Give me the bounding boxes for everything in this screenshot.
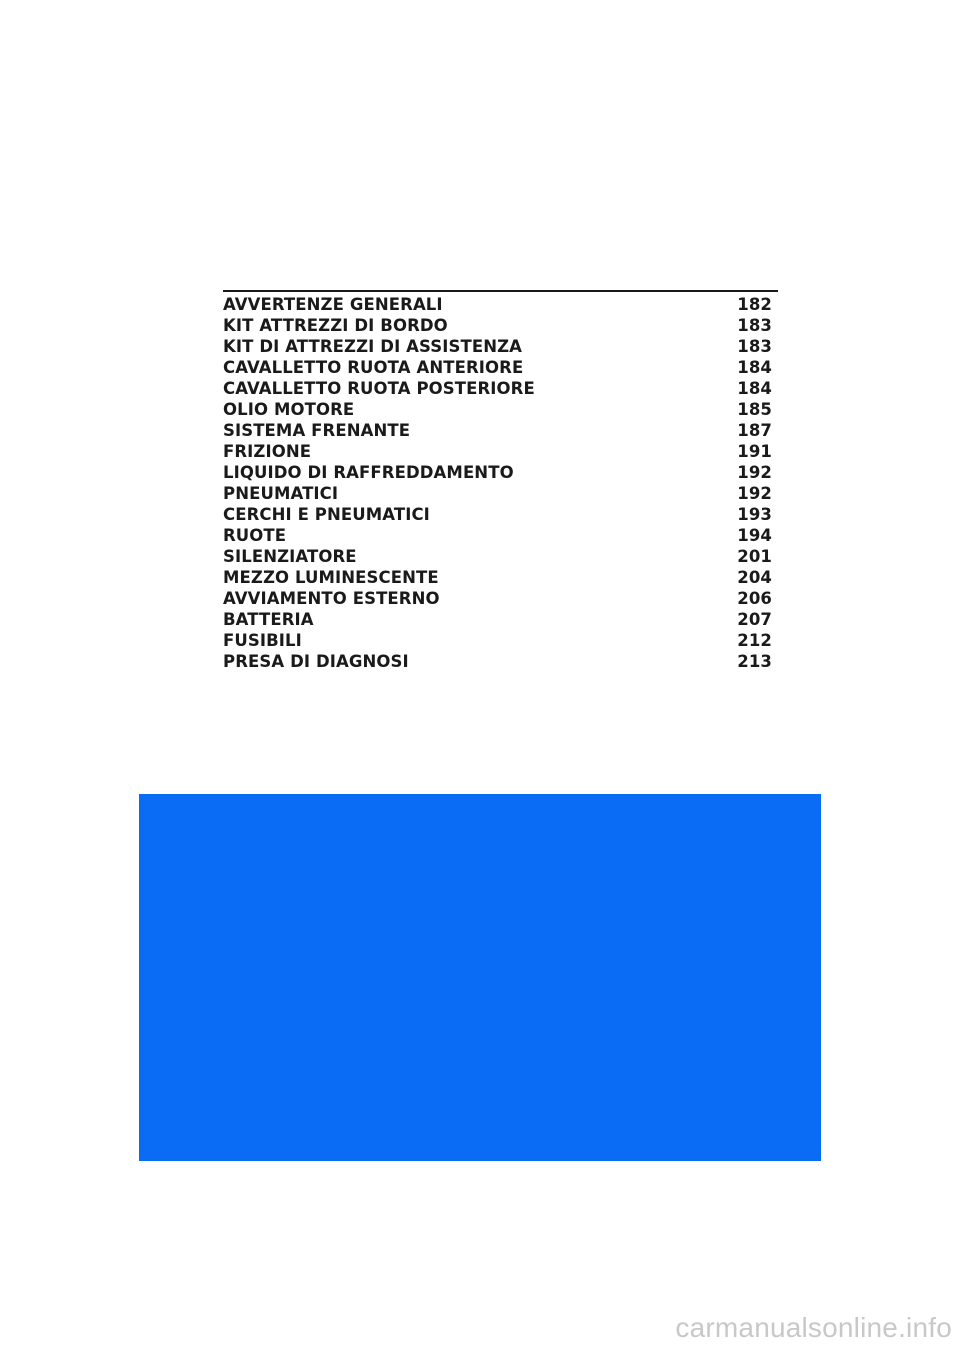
table-of-contents: [223, 290, 778, 672]
toc-entry[interactable]: [223, 378, 778, 399]
toc-entry-page: 184: [737, 379, 772, 398]
toc-entry-page: 207: [737, 610, 772, 629]
toc-entry[interactable]: [223, 483, 778, 504]
toc-entry-title: PRESA DI DIAGNOSI: [223, 652, 409, 671]
toc-entry[interactable]: [223, 336, 778, 357]
toc-entry[interactable]: [223, 567, 778, 588]
toc-entry-title: AVVERTENZE GENERALI: [223, 295, 443, 314]
toc-entry[interactable]: [223, 504, 778, 525]
toc-entry-page: 192: [737, 463, 772, 482]
toc-entry[interactable]: [223, 420, 778, 441]
toc-entry-page: 201: [737, 547, 772, 566]
toc-entry-title: RUOTE: [223, 526, 287, 545]
toc-entry[interactable]: [223, 315, 778, 336]
toc-entry-page: 192: [737, 484, 772, 503]
toc-entry-page: 193: [737, 505, 772, 524]
toc-entry-page: 185: [737, 400, 772, 419]
toc-entry-page: 213: [737, 652, 772, 671]
toc-entry-page: 204: [737, 568, 772, 587]
toc-entry-title: OLIO MOTORE: [223, 400, 355, 419]
blue-color-block: [139, 794, 821, 1161]
toc-entry-title: KIT DI ATTREZZI DI ASSISTENZA: [223, 337, 523, 356]
toc-entry-page: 212: [737, 631, 772, 650]
toc-entry-title: BATTERIA: [223, 610, 314, 629]
toc-entry-page: 191: [737, 442, 772, 461]
toc-entry-page: 206: [737, 589, 772, 608]
toc-entry-title: CAVALLETTO RUOTA POSTERIORE: [223, 379, 535, 398]
toc-entry[interactable]: [223, 630, 778, 651]
toc-entry-page: 183: [737, 316, 772, 335]
toc-entry-page: 194: [737, 526, 772, 545]
toc-entry-page: 187: [737, 421, 772, 440]
toc-entry-title: SISTEMA FRENANTE: [223, 421, 411, 440]
toc-entry-title: FUSIBILI: [223, 631, 302, 650]
toc-entry-title: AVVIAMENTO ESTERNO: [223, 589, 440, 608]
toc-entry-page: 182: [737, 295, 772, 314]
toc-entry-title: LIQUIDO DI RAFFREDDAMENTO: [223, 463, 514, 482]
toc-entry-title: CERCHI E PNEUMATICI: [223, 505, 430, 524]
toc-entry[interactable]: [223, 462, 778, 483]
toc-entry[interactable]: [223, 441, 778, 462]
toc-entry-title: SILENZIATORE: [223, 547, 357, 566]
toc-entry[interactable]: [223, 651, 778, 672]
toc-entry-page: 183: [737, 337, 772, 356]
watermark-text: carmanualsonline.info: [675, 1312, 952, 1343]
toc-entry[interactable]: [223, 525, 778, 546]
toc-entry[interactable]: [223, 294, 778, 315]
toc-entry[interactable]: [223, 546, 778, 567]
toc-entry-title: KIT ATTREZZI DI BORDO: [223, 316, 448, 335]
toc-entry-page: 184: [737, 358, 772, 377]
toc-entry-title: PNEUMATICI: [223, 484, 339, 503]
toc-entry[interactable]: [223, 609, 778, 630]
toc-entry-title: CAVALLETTO RUOTA ANTERIORE: [223, 358, 524, 377]
toc-entry-title: MEZZO LUMINESCENTE: [223, 568, 439, 587]
toc-entry[interactable]: [223, 588, 778, 609]
toc-entry[interactable]: [223, 399, 778, 420]
toc-entry-title: FRIZIONE: [223, 442, 312, 461]
toc-entry[interactable]: [223, 357, 778, 378]
